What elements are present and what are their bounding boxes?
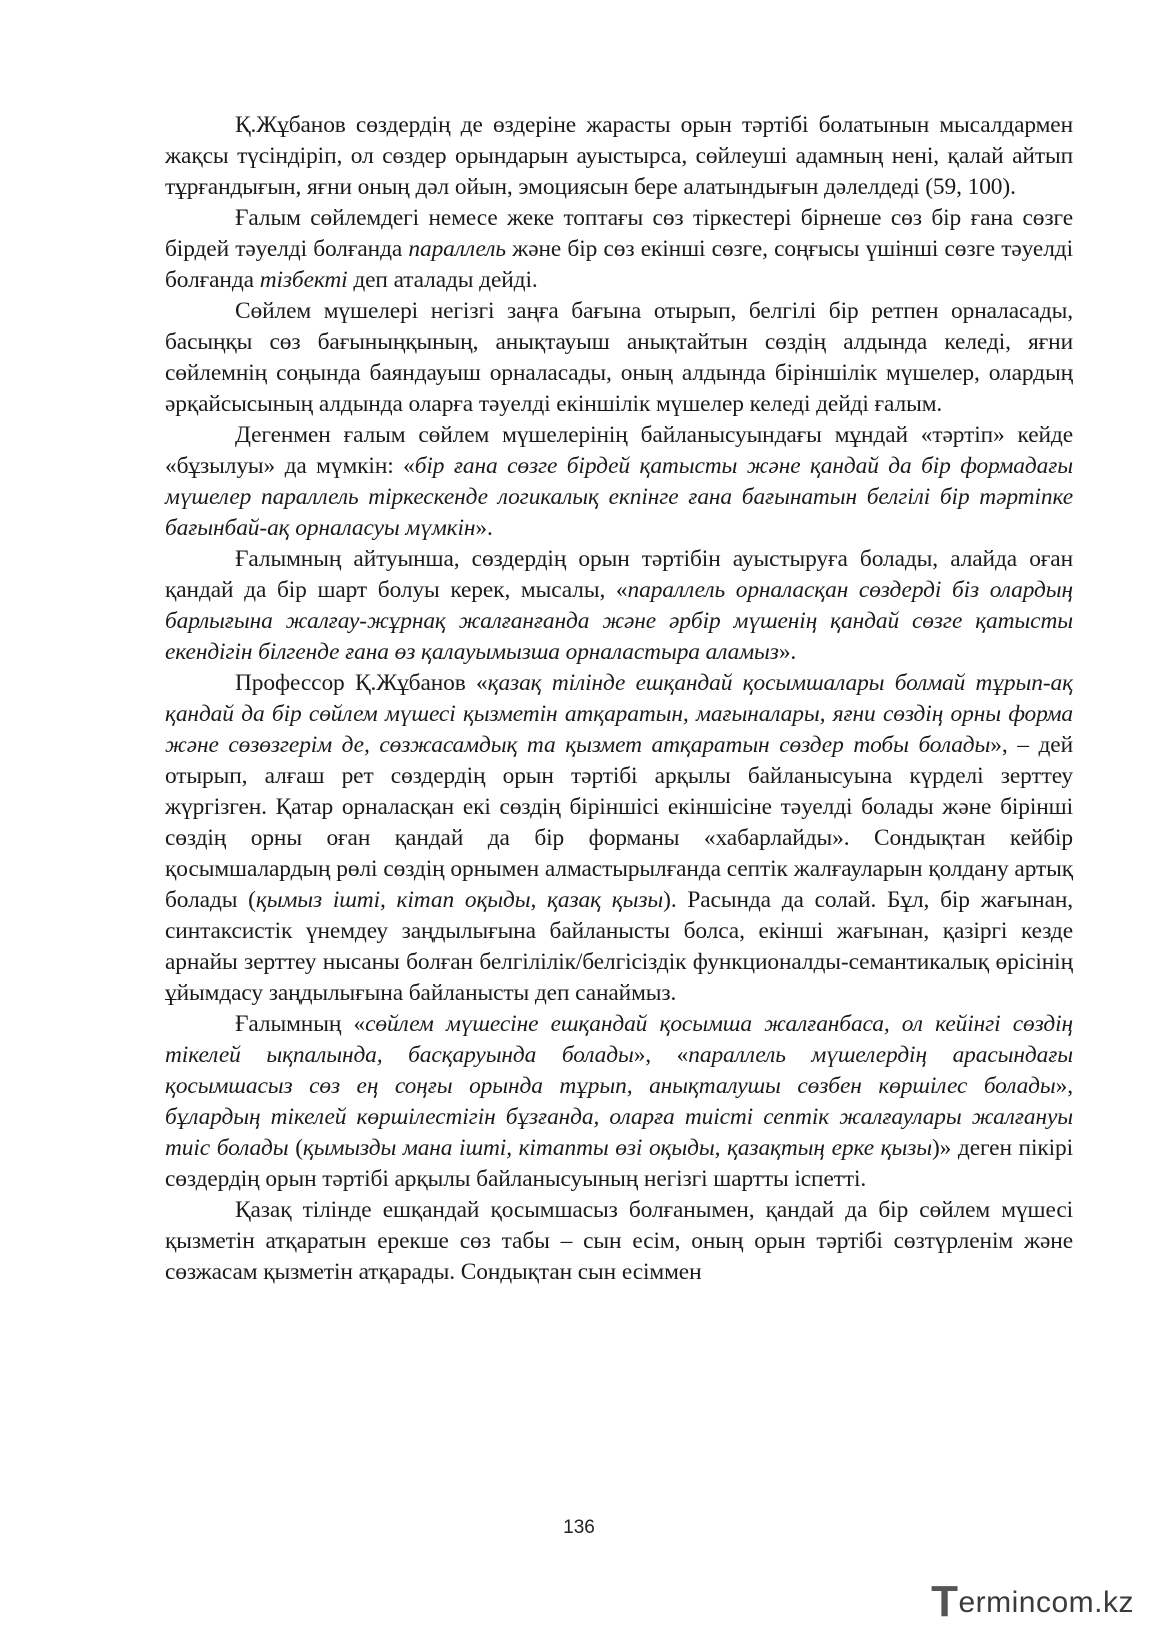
- paragraph: [165, 110, 1073, 203]
- paragraph-text: (: [288, 1135, 303, 1161]
- italic-quote-text: параллель мүшелердің арасындағы қосымшасыз сөз ең соңғы орында тұрып, анықталушы сөзбен көршілес болады: [165, 1042, 1073, 1099]
- paragraph-text: », «: [633, 1042, 689, 1068]
- paragraph-text: және бір сөз екінші сөзге, соңғысы үшінші сөзге тәуелді болғанда: [165, 236, 1073, 293]
- paragraph-text: ».: [778, 639, 797, 665]
- italic-quote-text: бір ғана сөзге бірдей қатысты және қандай да бір формадағы мүшелер параллель тіркескенде логикалық екпінге ғана бағынатын белгілі бір тәртіпке бағынбай-ақ орналасуы мүмкін: [165, 453, 1073, 541]
- paragraph-text: », – дей отырып, алғаш рет сөздердің орын тәртібі арқылы байланысуына күрделі зерттеу жүргізген. Қатар орналасқан екі сөздің біріншісі екіншісіне тәуелді болады және бірінші сөздің орны оған қандай да бір форманы «хабарлайды». Сондықтан кейбір қосымшалардың рөлі сөздің орнымен алмастырылғанда септік жалғауларын қолдану артық болады (: [165, 732, 1073, 913]
- paragraph: [165, 668, 1073, 1009]
- document-body: [165, 110, 1073, 1288]
- paragraph: [165, 203, 1073, 296]
- paragraph: [165, 544, 1073, 668]
- paragraph-text: Ғалым сөйлемдегі немесе жеке топтағы сөз тіркестері бірнеше сөз бір ғана сөзге бірдей тәуелді болғанда: [165, 205, 1073, 262]
- paragraph-text: деп аталады дейді.: [347, 267, 538, 293]
- italic-quote-text: қымыз ішті, кітап оқыды, қазақ қызы: [255, 887, 664, 913]
- paragraph-text: ».: [475, 515, 493, 541]
- paragraph-text: Ғалымның «: [235, 1011, 366, 1037]
- logo-letter-t: T: [931, 1577, 959, 1626]
- italic-quote-text: қазақ тілінде ешқандай қосымшалары болмай тұрып-ақ қандай да бір сөйлем мүшесі қызметін атқаратын, мағыналары, яғни сөздің орны форма және сөзөзгерім де, сөзжасамдық та қызмет атқаратын сөздер тобы болады: [165, 670, 1073, 758]
- paragraph-text: )» деген пікірі сөздердің орын тәртібі арқылы байланысуының негізгі шартты іспетті.: [165, 1135, 1074, 1192]
- paragraph-text: Қ.Жұбанов сөздердің де өздеріне жарасты орын тәртібі болатынын мысалдармен жақсы түсіндіріп, ол сөздер орындарын ауыстырса, сөйлеуші адамның нені, қалай айтып тұрғандығын, яғни оның дәл ойын, эмоциясын бере алатындығын дәлелдеді (59, 100).: [165, 112, 1073, 200]
- italic-quote-text: параллель орналасқан сөздерді біз олардың барлығына жалғау-жұрнақ жалғанғанда және әрбір мүшенің қандай сөзге қатысты екендігін білгенде ғана өз қалауымызша орналастыра аламыз: [165, 577, 1073, 665]
- paragraph: [165, 420, 1073, 544]
- paragraph-text: Ғалымның айтуынша, сөздердің орын тәртібін ауыстыруға болады, алайда оған қандай да бір шарт болуы керек, мысалы, «: [165, 546, 1073, 603]
- paragraph-text: ). Расында да солай. Бұл, бір жағынан, синтаксистік үнемдеу заңдылығына байланысты болса, екінші жағынан, қазіргі кезде арнайы зерттеу нысаны болған белгілілік/белгісіздік функционалды-семантикалық өрісінің ұйымдасу заңдылығына байланысты деп санаймыз.: [165, 887, 1074, 1006]
- paragraph: [165, 1195, 1073, 1288]
- italic-quote-text: бұлардың тікелей көршілестігін бұзғанда, оларға тиісті септік жалғаулары жалғануы тиіс болады: [165, 1104, 1073, 1161]
- termincom-logo: [931, 1573, 1134, 1626]
- paragraph-text: »,: [1055, 1073, 1073, 1099]
- italic-quote-text: тізбекті: [259, 267, 348, 293]
- italic-quote-text: қымызды мана ішті, кітапты өзі оқыды, қазақтың ерке қызы: [302, 1135, 932, 1161]
- logo-text: erminc: [958, 1586, 1052, 1619]
- paragraph: [165, 296, 1073, 420]
- page-number: 136: [563, 1517, 595, 1538]
- paragraph: [165, 1009, 1073, 1195]
- logo-text-end: m.kz: [1068, 1586, 1134, 1619]
- paragraph-text: Қазақ тілінде ешқандай қосымшасыз болғанымен, қандай да бір сөйлем мүшесі қызметін атқаратын ерекше сөз табы – сын есім, оның орын тәртібі сөзтүрленім және сөзжасам қызметін атқарады. Сондықтан сын есіммен: [165, 1197, 1073, 1285]
- paragraph-text: Профессор Қ.Жұбанов «: [235, 670, 488, 696]
- italic-quote-text: параллель: [408, 236, 506, 262]
- italic-quote-text: сөйлем мүшесіне ешқандай қосымша жалғанбаса, ол кейінгі сөздің тікелей ықпалында, басқаруында болады: [165, 1011, 1073, 1068]
- logo-text-o: o: [1051, 1586, 1069, 1619]
- paragraph-text: Дегенмен ғалым сөйлем мүшелерінің байланысуындағы мұндай «тәртіп» кейде «бұзылуы» да мүмкін: «: [165, 422, 1073, 479]
- paragraph-text: Сөйлем мүшелері негізгі заңға бағына отырып, белгілі бір ретпен орналасады, басыңқы сөз бағыныңқының, анықтауыш анықтайтын сөздің алдында келеді, яғни сөйлемнің соңында баяндауыш орналасады, оның алдында біріншілік мүшелер, олардың әрқайсысының алдында оларға тәуелді екіншілік мүшелер келеді дейді ғалым.: [165, 298, 1073, 417]
